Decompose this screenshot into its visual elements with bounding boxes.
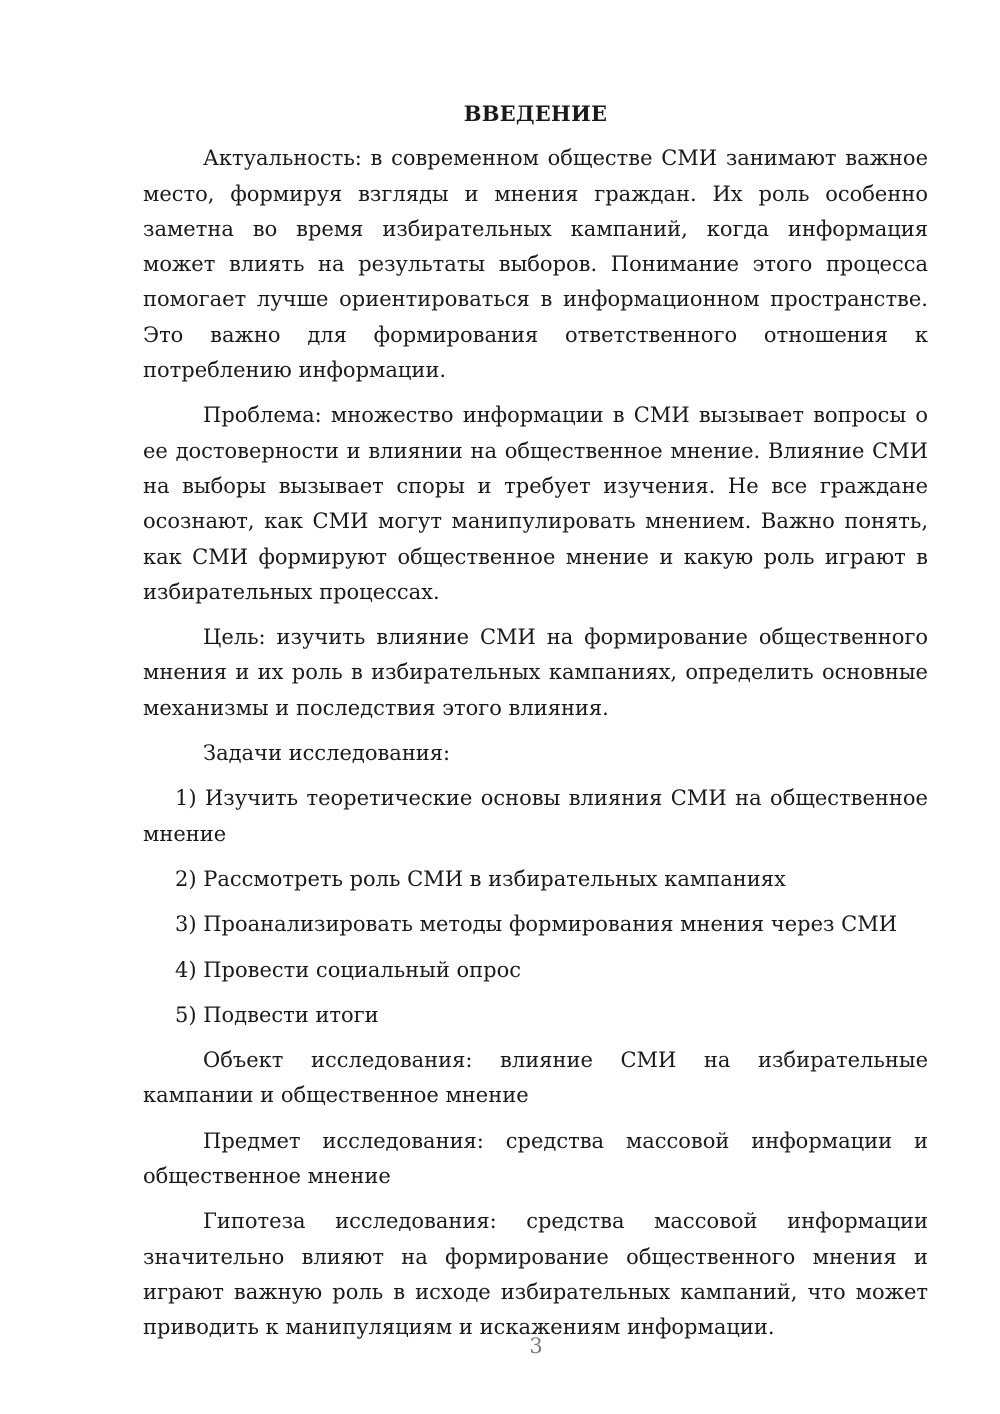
goal-paragraph: Цель: изучить влияние СМИ на формирование общественного мнения и их роль в избирательных кампаниях, определить основные механизмы и последствия этого влияния. [143,625,928,720]
relevance-paragraph: Актуальность: в современном обществе СМИ занимают важное место, формируя взгляды и мнения граждан. Их роль особенно заметна во время избирательных кампаний, когда информация может влиять на результаты выборов. Понимание этого процесса помогает лучше ориентироваться в информационном пространстве. Это важно для формирования ответственного отношения к потреблению информации. [143,146,928,383]
object-paragraph: Объект исследования: влияние СМИ на избирательные кампании и общественное мнение [143,1048,928,1108]
section-title: ВВЕДЕНИЕ [463,101,608,126]
task-item-3: 3) Проанализировать методы формирования мнения через СМИ [175,912,898,937]
task-item-5: 5) Подвести итоги [175,1002,379,1027]
hypothesis-paragraph: Гипотеза исследования: средства массовой информации значительно влияют на формирование общественного мнения и играют важную роль в исходе избирательных кампаний, что может приводить к манипуляциям и искажениям информации. [143,1209,928,1340]
task-item-4: 4) Провести социальный опрос [175,957,521,982]
problem-paragraph: Проблема: множество информации в СМИ вызывает вопросы о ее достоверности и влиянии на общественное мнение. Влияние СМИ на выборы вызывает споры и требует изучения. Не все граждане осознают, как СМИ могут манипулировать мнением. Важно понять, как СМИ формируют общественное мнение и какую роль играют в избирательных процессах. [143,403,928,604]
task-item-2: 2) Рассмотреть роль СМИ в избирательных кампаниях [175,866,786,891]
task-item-1: 1) Изучить теоретические основы влияния СМИ на общественное мнение [143,786,928,846]
tasks-heading: Задачи исследования: [203,741,451,766]
subject-paragraph: Предмет исследования: средства массовой информации и общественное мнение [143,1128,928,1189]
page-number: 3 [529,1334,543,1358]
page-content [143,96,928,1356]
